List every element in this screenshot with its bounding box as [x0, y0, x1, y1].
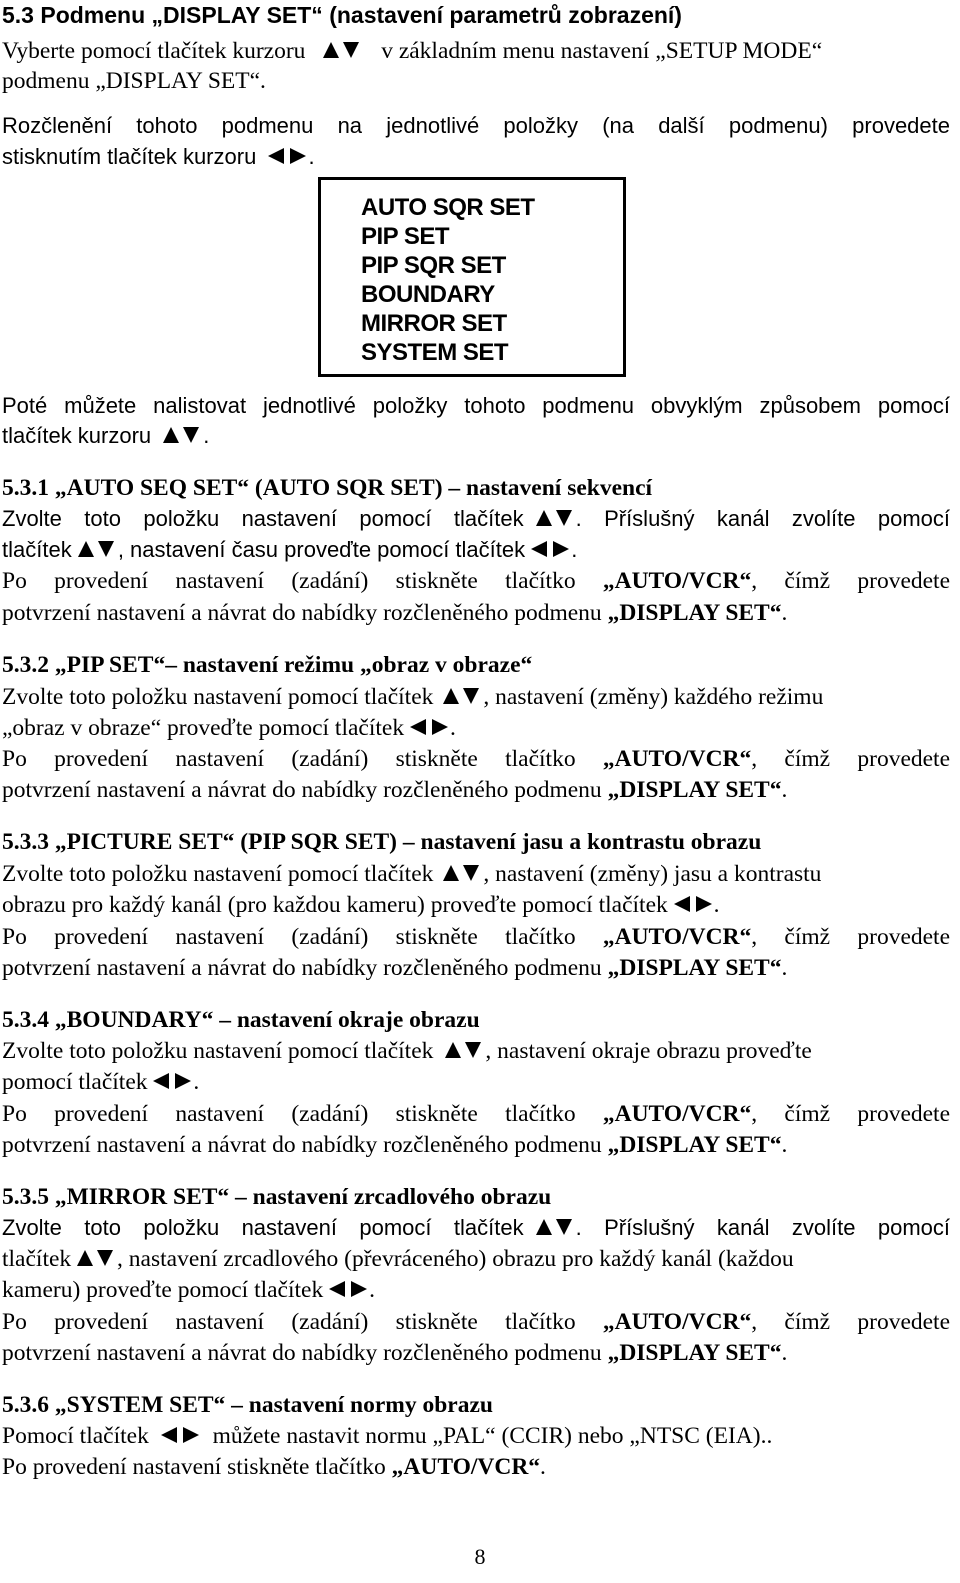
- s531-confirm-line-1: Po provedení nastavení (zadání) stiskněte tlačítko „AUTO/VCR“, čímž provedete: [2, 568, 951, 594]
- s532-line-1: Zvolte toto položku nastavení pomocí tlačítek , nastavení (změny) každého režimu: [2, 684, 824, 710]
- left-right-arrow-keys-icon: [329, 1281, 369, 1298]
- s534-confirm-line-1: Po provedení nastavení (zadání) stiskněte tlačítko „AUTO/VCR“, čímž provedete: [2, 1101, 951, 1127]
- up-down-arrow-keys-icon: [77, 1250, 117, 1267]
- s535-line-2: tlačítek , nastavení zrcadlového (převráceného) obrazu pro každý kanál (každou: [2, 1246, 794, 1272]
- s534-confirm-line-2: potvrzení nastavení a návrat do nabídky rozčleněného podmenu „DISPLAY SET“.: [2, 1132, 788, 1158]
- intro-line-2: podmenu „DISPLAY SET“.: [2, 68, 266, 94]
- intro-line-4: stisknutím tlačítek kurzoru .: [2, 144, 315, 169]
- up-down-arrow-keys-icon: [78, 541, 118, 558]
- s532-line-2: „obraz v obraze“ proveďte pomocí tlačítek .: [2, 715, 456, 741]
- s535-line-1: Zvolte toto položku nastavení pomocí tlačítek . Příslušný kanál zvolíte pomocí: [2, 1215, 950, 1240]
- s533-line-1: Zvolte toto položku nastavení pomocí tlačítek , nastavení (změny) jasu a kontrastu: [2, 861, 822, 887]
- section-heading: 5.3 Podmenu „DISPLAY SET“ (nastavení parametrů zobrazení): [2, 2, 682, 28]
- subsection-5-3-4-title: 5.3.4 „BOUNDARY“ – nastavení okraje obrazu: [2, 1007, 480, 1033]
- up-down-arrow-keys-icon: [323, 42, 363, 59]
- s533-confirm-line-1: Po provedení nastavení (zadání) stiskněte tlačítko „AUTO/VCR“, čímž provedete: [2, 924, 951, 950]
- up-down-arrow-keys-icon: [443, 688, 483, 705]
- up-down-arrow-keys-icon: [443, 865, 483, 882]
- after-menu-line-2: tlačítek kurzoru .: [2, 423, 210, 448]
- s536-line-2: Po provedení nastavení stiskněte tlačítko „AUTO/VCR“.: [2, 1454, 546, 1480]
- left-right-arrow-keys-icon: [674, 896, 714, 913]
- s536-line-1: Pomocí tlačítek můžete nastavit normu „PAL“ (CCIR) nebo „NTSC (EIA)..: [2, 1423, 773, 1449]
- page-number: 8: [474, 1544, 486, 1569]
- s531-line-1: Zvolte toto položku nastavení pomocí tlačítek . Příslušný kanál zvolíte pomocí: [2, 506, 950, 531]
- menu-item-pip-set: PIP SET: [361, 223, 450, 250]
- subsection-5-3-2-title: 5.3.2 „PIP SET“– nastavení režimu „obraz v obraze“: [2, 652, 533, 678]
- s534-line-2: pomocí tlačítek .: [2, 1069, 200, 1095]
- subsection-5-3-6-title: 5.3.6 „SYSTEM SET“ – nastavení normy obrazu: [2, 1392, 493, 1418]
- menu-item-pip-sqr-set: PIP SQR SET: [361, 252, 506, 279]
- s532-confirm-line-1: Po provedení nastavení (zadání) stiskněte tlačítko „AUTO/VCR“, čímž provedete: [2, 746, 951, 772]
- up-down-arrow-keys-icon: [163, 427, 203, 444]
- intro-line-3: Rozčlenění tohoto podmenu na jednotlivé položky (na další podmenu) provedete: [2, 113, 950, 138]
- left-right-arrow-keys-icon: [531, 541, 571, 558]
- menu-item-auto-sqr-set: AUTO SQR SET: [361, 194, 535, 221]
- menu-item-system-set: SYSTEM SET: [361, 339, 509, 366]
- up-down-arrow-keys-icon: [536, 1219, 576, 1236]
- s535-confirm-line-2: potvrzení nastavení a návrat do nabídky rozčleněného podmenu „DISPLAY SET“.: [2, 1340, 788, 1366]
- s531-confirm-line-2: potvrzení nastavení a návrat do nabídky rozčleněného podmenu „DISPLAY SET“.: [2, 600, 788, 626]
- s534-line-1: Zvolte toto položku nastavení pomocí tlačítek , nastavení okraje obrazu proveďte: [2, 1038, 812, 1064]
- intro-line-1: Vyberte pomocí tlačítek kurzoru v základním menu nastavení „SETUP MODE“: [2, 38, 823, 64]
- s535-confirm-line-1: Po provedení nastavení (zadání) stiskněte tlačítko „AUTO/VCR“, čímž provedete: [2, 1309, 951, 1335]
- subsection-5-3-1-title: 5.3.1 „AUTO SEQ SET“ (AUTO SQR SET) – nastavení sekvencí: [2, 475, 653, 501]
- up-down-arrow-keys-icon: [536, 510, 576, 527]
- left-right-arrow-keys-icon: [410, 719, 450, 736]
- s533-line-2: obrazu pro každý kanál (pro každou kameru) proveďte pomocí tlačítek .: [2, 892, 720, 918]
- left-right-arrow-keys-icon: [153, 1073, 193, 1090]
- s533-confirm-line-2: potvrzení nastavení a návrat do nabídky rozčleněného podmenu „DISPLAY SET“.: [2, 955, 788, 981]
- subsection-5-3-3-title: 5.3.3 „PICTURE SET“ (PIP SQR SET) – nastavení jasu a kontrastu obrazu: [2, 829, 762, 855]
- menu-item-boundary: BOUNDARY: [361, 281, 495, 308]
- s532-confirm-line-2: potvrzení nastavení a návrat do nabídky rozčleněného podmenu „DISPLAY SET“.: [2, 777, 788, 803]
- after-menu-line-1: Poté můžete nalistovat jednotlivé položky tohoto podmenu obvyklým způsobem pomocí: [2, 393, 950, 418]
- left-right-arrow-keys-icon: [161, 1427, 201, 1444]
- display-set-menu-screenshot: [318, 177, 626, 377]
- subsection-5-3-5-title: 5.3.5 „MIRROR SET“ – nastavení zrcadlového obrazu: [2, 1184, 552, 1210]
- up-down-arrow-keys-icon: [445, 1042, 485, 1059]
- left-right-arrow-keys-icon: [268, 148, 308, 165]
- s531-line-2: tlačítek , nastavení času proveďte pomocí tlačítek .: [2, 537, 578, 562]
- menu-item-mirror-set: MIRROR SET: [361, 310, 507, 337]
- s535-line-3: kameru) proveďte pomocí tlačítek .: [2, 1277, 375, 1303]
